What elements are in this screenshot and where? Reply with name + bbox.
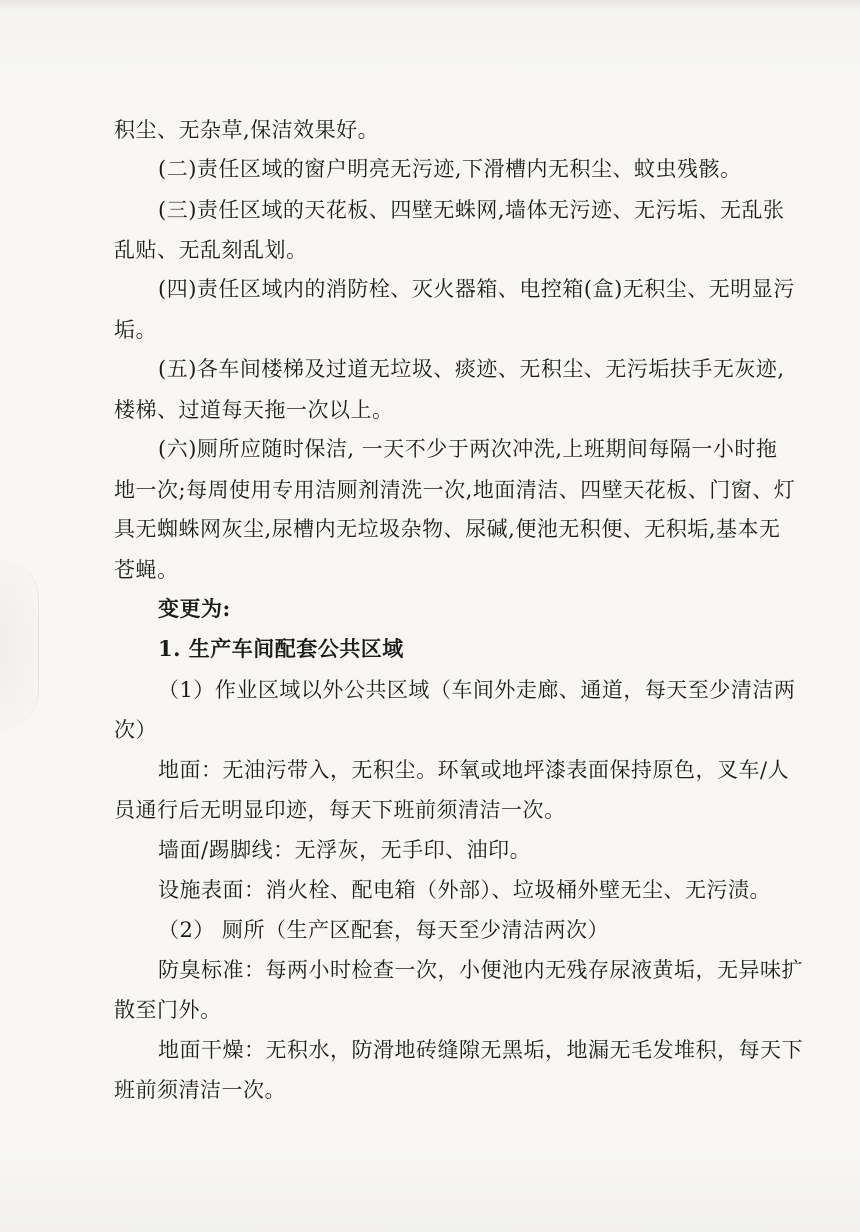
text-line: 散至门外。 [114,998,222,1022]
text-line: 地一次;每周使用专用洁厕剂清洗一次,地面清洁、四壁天花板、门窗、灯 [114,478,796,502]
text-line: 墙面/踢脚线：无浮灰，无手印、油印。 [158,838,532,862]
text-line: 地面干燥：无积水，防滑地砖缝隙无黑垢，地漏无毛发堆积，每天下 [158,1038,803,1062]
text-line: (四)责任区域内的消防栓、灭火器箱、电控箱(盒)无积尘、无明显污 [158,277,795,301]
text-line: 设施表面：消火栓、配电箱（外部）、垃圾桶外壁无尘、无污渍。 [158,878,771,902]
text-line: 员通行后无明显印迹，每天下班前须清洁一次。 [114,798,566,822]
text-line: 次） [114,718,157,742]
text-line: 防臭标准：每两小时检查一次，小便池内无残存尿液黄垢，无异味扩 [158,958,803,982]
text-line: 具无蜘蛛网灰尘,尿槽内无垃圾杂物、尿碱,便池无积便、无积垢,基本无 [114,517,781,541]
scan-top-shadow [0,0,860,10]
text-line: 乱贴、无乱刻乱划。 [114,238,308,262]
section-heading-change: 变更为: [158,596,231,621]
text-line: (二)责任区域的窗户明亮无污迹,下滑槽内无积尘、蚊虫残骸。 [158,157,742,181]
text-line: 地面：无油污带入，无积尘。环氧或地坪漆表面保持原色，叉车/人 [158,758,790,782]
text-line: 班前须清洁一次。 [114,1078,286,1102]
text-line: （2） 厕所（生产区配套，每天至少清洁两次） [158,918,610,942]
text-line: 垢。 [114,318,157,342]
section-heading-1: 1. 生产车间配套公共区域 [158,636,404,661]
text-line: 楼梯、过道每天拖一次以上。 [114,398,394,422]
scan-edge-mark [0,560,39,730]
text-line: (五)各车间楼梯及过道无垃圾、痰迹、无积尘、无污垢扶手无灰迹, [158,357,785,381]
text-line: (六)厕所应随时保洁, 一天不少于两次冲洗,上班期间每隔一小时拖 [158,437,778,461]
text-line: 苍蝇。 [114,558,179,582]
text-line: (三)责任区域的天花板、四壁无蛛网,墙体无污迹、无污垢、无乱张 [158,198,785,222]
text-line: 积尘、无杂草,保洁效果好。 [114,118,380,142]
text-line: （1）作业区域以外公共区域（车间外走廊、通道，每天至少清洁两 [158,678,796,702]
